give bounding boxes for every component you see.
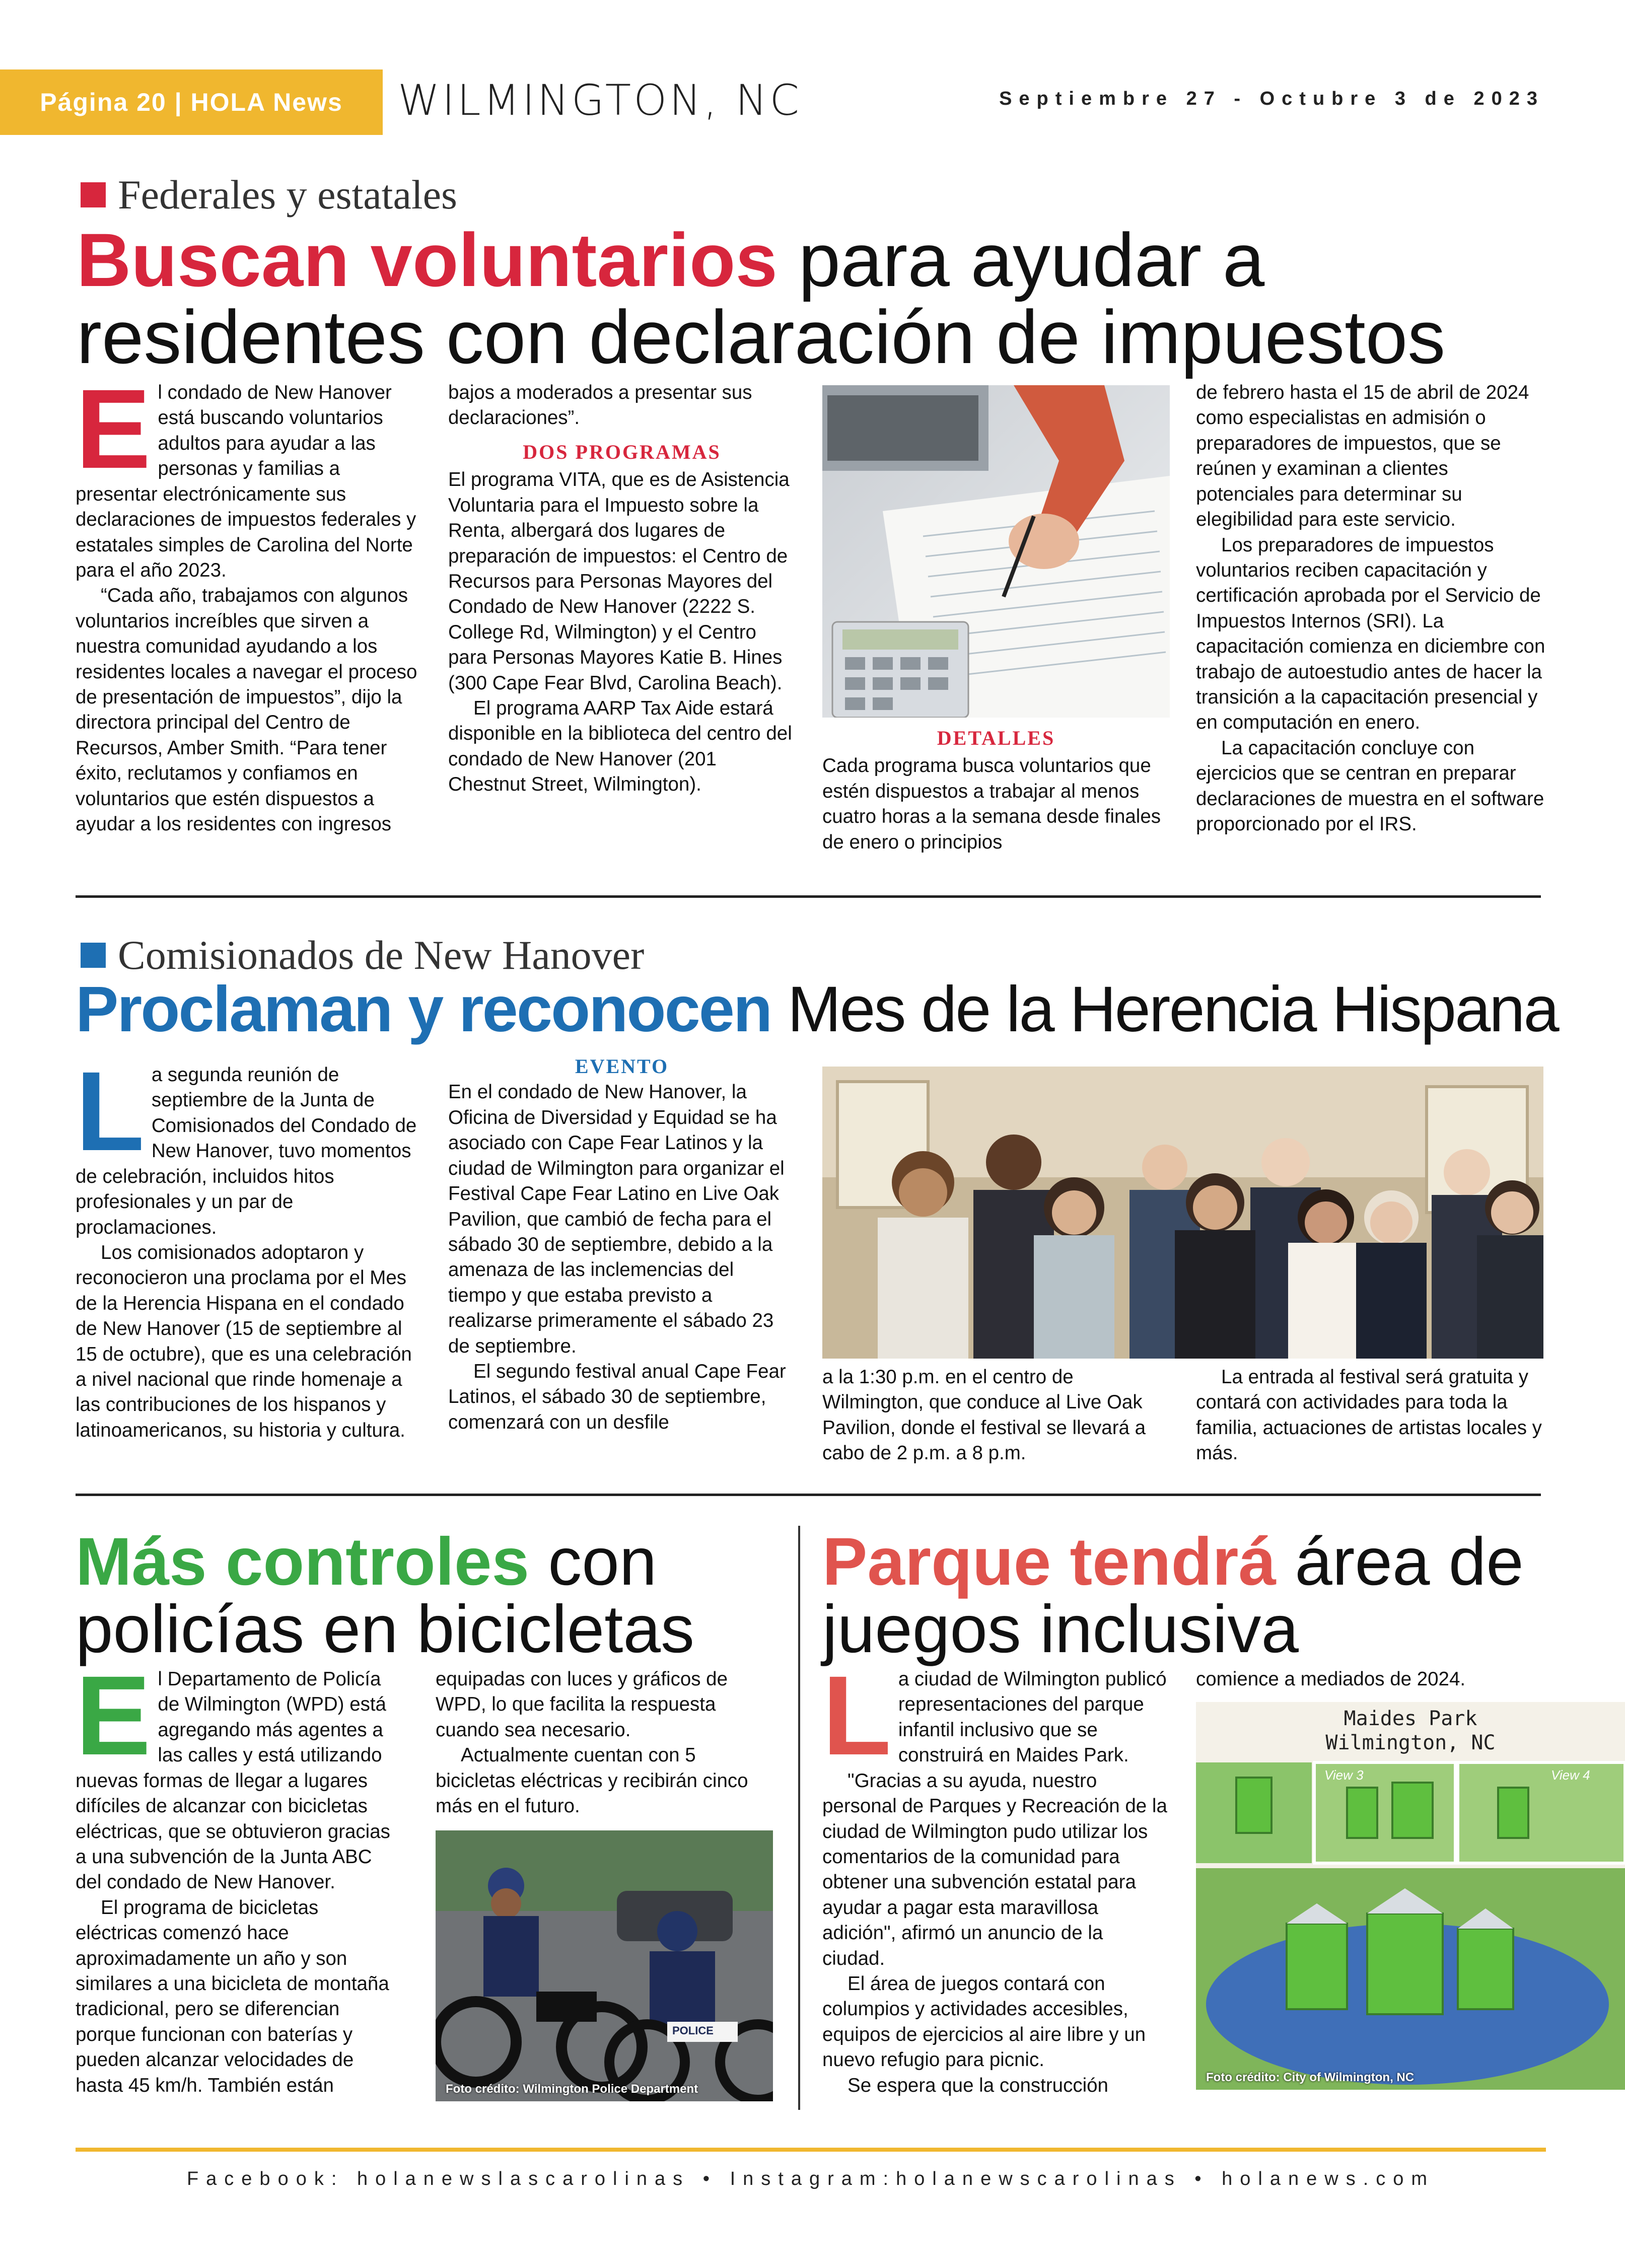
- paragraph: a segunda reunión de septiembre de la Junta de Comisionados del Condado de New Hanover, tuvo momentos de celebración, incluidos hitos profesionales y un par de proclamaciones.: [76, 1064, 417, 1238]
- article4-col2: [1196, 1667, 1548, 1692]
- headline-bold: Buscan voluntarios: [77, 218, 778, 302]
- paragraph: El programa de bicicletas eléctricas comenzó hace aproximadamente un año y son similares a una bicicleta de montaña tradicional, pero se diferencian porque funcionan con baterías y pueden alcanzar velocidades de hasta 45 km/h. También están: [76, 1896, 389, 2096]
- article2-col4: [1196, 1365, 1543, 1466]
- paragraph: comience a mediados de 2024.: [1196, 1668, 1466, 1690]
- blue-square-icon: [81, 943, 106, 968]
- article4-col1: [822, 1653, 1170, 2098]
- kicker-text: Comisionados de New Hanover: [118, 932, 645, 978]
- photo-credit: Foto crédito: Wilmington Police Department: [446, 2082, 698, 2096]
- dropcap: L: [76, 1048, 145, 1174]
- paragraph: a ciudad de Wilmington publicó representaciones del parque infantil inclusivo que se construirá en Maides Park.: [898, 1668, 1167, 1766]
- park-rendering: [1196, 1702, 1625, 2090]
- tax-forms-illustration: [822, 385, 1170, 718]
- paragraph: "Gracias a su ayuda, nuestro personal de Parques y Recreación de la ciudad de Wilmington pudo utilizar los comentarios de la comunidad para obtener una subvención estatal para ayudar a pagar esta maravillosa adición", afirmó un anuncio de la ciudad.: [822, 1769, 1167, 1969]
- article1-kicker: [81, 171, 457, 219]
- headline-bold: Proclaman y reconocen: [76, 973, 771, 1045]
- police-label: POLICE: [672, 2024, 714, 2037]
- kicker-text: Federales y estatales: [118, 172, 457, 218]
- article3-headline: [76, 1524, 791, 1667]
- paragraph: l condado de New Hanover está buscando voluntarios adultos para ayudar a las personas y familias a presentar electrónicamente sus declaraciones de impuestos federales y estatales simples de Carolina del Norte para el año 2023.: [76, 382, 416, 581]
- article3-col2: [436, 1667, 773, 1819]
- paragraph: equipadas con luces y gráficos de WPD, lo que facilita la respuesta cuando sea necesario.: [436, 1668, 728, 1741]
- commissioners-group-photo: [822, 1067, 1543, 1359]
- police-bicycle-photo: [436, 1830, 773, 2101]
- view3-label: View 3: [1324, 1767, 1364, 1783]
- article1-headline: [77, 218, 1562, 379]
- issue-date: Septiembre 27 - Octubre 3 de 2023: [999, 88, 1544, 109]
- article1-col3: [822, 725, 1170, 855]
- dropcap: E: [76, 1653, 151, 1779]
- headline-rest: área de juegos inclusiva: [822, 1524, 1524, 1667]
- police-bicycle-illustration: [436, 1830, 773, 2101]
- headline-rest: para ayudar a residentes con declaración de impuestos: [77, 218, 1446, 379]
- photo-credit: Foto crédito: City of Wilmington, NC: [1206, 2071, 1415, 2084]
- paragraph: Cada programa busca voluntarios que estén dispuestos a trabajar al menos cuatro horas a la semana desde finales de enero o principios: [822, 755, 1161, 853]
- column-divider: [798, 1526, 800, 2110]
- article1-col1: [76, 366, 423, 837]
- paragraph: de febrero hasta el 15 de abril de 2024 como especialistas en admisión o preparadores de impuestos, que se reúnen y examinan a clientes potenciales para determinar su elegibilidad para este servicio.: [1196, 382, 1529, 531]
- subhead-dos-programas: DOS PROGRAMAS: [523, 440, 721, 463]
- paragraph: l Departamento de Policía de Wilmington (WPD) está agregando más agentes a las calles y está utilizando nuevas formas de llegar a lugares difíciles de alcanzar con bicicletas eléctricas, que se obtuvieron gracias a una subvención de la Junta ABC del condado de New Hanover.: [76, 1668, 390, 1893]
- paragraph: El programa VITA, que es de Asistencia Voluntaria para el Impuesto sobre la Renta, albergará dos lugares de preparación de impuestos: el Centro de Recursos para Personas Mayores del Condado de New Hanover (2222 S. College Rd, Wilmington) y el Centro para Personas Mayores Katie B. Hines (300 Cape Fear Blvd, Carolina Beach).: [448, 469, 790, 694]
- paragraph: En el condado de New Hanover, la Oficina de Diversidad y Equidad se ha asociado con Cape Fear Latinos y la ciudad de Wilmington para organizar el Festival Cape Fear Latino en Live Oak Pavilion, que cambió de fecha para el sábado 30 de septiembre, debido a la amenaza de las inclemencias del tiempo y que estaba previsto a realizarse primeramente el sábado 23 de septiembre.: [448, 1081, 785, 1357]
- article2-headline: [76, 973, 1561, 1045]
- paragraph: “Cada año, trabajamos con algunos voluntarios increíbles que sirven a nuestra comunidad ayudando a los residentes locales a navegar el proceso de presentación de impuestos”, dijo la directora principal del Centro de Recursos, Amber Smith. “Para tener éxito, reclutamos y confiamos en voluntarios que estén dispuestos a ayudar a los residentes con ingresos: [76, 585, 417, 835]
- paragraph: bajos a moderados a presentar sus declaraciones”.: [448, 382, 752, 429]
- section-divider: [76, 895, 1541, 898]
- article2-kicker: [81, 932, 644, 979]
- dropcap: E: [76, 366, 151, 492]
- park-rendering-illustration: [1196, 1702, 1625, 2090]
- headline-bold: Parque tendrá: [822, 1524, 1277, 1599]
- render-title: Maides Park: [1344, 1707, 1477, 1730]
- article3-col1: [76, 1653, 403, 2098]
- footer-rule: [76, 2148, 1546, 2152]
- subhead-detalles: DETALLES: [937, 727, 1055, 749]
- render-subtitle: Wilmington, NC: [1325, 1731, 1496, 1754]
- subhead-evento: EVENTO: [575, 1055, 669, 1078]
- article4-headline: [822, 1524, 1558, 1667]
- article2-col3: [822, 1365, 1170, 1466]
- footer-social-links: Facebook: holanewslascarolinas • Instagram:holanewscarolinas • holanews.com: [186, 2168, 1435, 2189]
- paragraph: a la 1:30 p.m. en el centro de Wilmington, que conduce al Live Oak Pavilion, donde el festival se llevará a cabo de 2 p.m. a 8 p.m.: [822, 1366, 1146, 1464]
- red-square-icon: [81, 182, 106, 207]
- paragraph: El segundo festival anual Cape Fear Latinos, el sábado 30 de septiembre, comenzará con un desfile: [448, 1361, 786, 1433]
- paragraph: La entrada al festival será gratuita y contará con actividades para toda la familia, actuaciones de artistas locales y más.: [1196, 1366, 1542, 1464]
- paragraph: Los comisionados adoptaron y reconocieron una proclama por el Mes de la Herencia Hispana en el condado de New Hanover (15 de septiembre al 15 de octubre), que es una celebración a nivel nacional que rinde homenaje a las contribuciones de los hispanos y latinoamericanos, su historia y cultura.: [76, 1241, 412, 1441]
- group-photo-illustration: [822, 1067, 1543, 1359]
- article1-col4: [1196, 380, 1548, 837]
- paragraph: Actualmente cuentan con 5 bicicletas eléctricas y recibirán cinco más en el futuro.: [436, 1744, 748, 1817]
- article2-col2: [448, 1053, 796, 1435]
- page-label: Página 20 | HOLA News: [0, 69, 383, 135]
- headline-rest: con policías en bicicletas: [76, 1524, 694, 1667]
- tax-forms-photo: [822, 385, 1170, 718]
- city-label: WILMINGTON, NC: [398, 76, 802, 125]
- paragraph: Se espera que la construcción: [847, 2074, 1108, 2096]
- view4-label: View 4: [1551, 1767, 1590, 1783]
- headline-rest: Mes de la Herencia Hispana: [771, 973, 1558, 1045]
- paragraph: El área de juegos contará con columpios y actividades accesibles, equipos de ejercicios al aire libre y un nuevo refugio para picnic.: [822, 1973, 1146, 2071]
- paragraph: El programa AARP Tax Aide estará disponible en la biblioteca del centro del condado de New Hanover (201 Chestnut Street, Wilmington).: [448, 697, 792, 796]
- article2-col1: [76, 1048, 423, 1443]
- headline-bold: Más controles: [76, 1524, 530, 1599]
- dropcap: L: [822, 1653, 891, 1779]
- paragraph: Los preparadores de impuestos voluntarios reciben capacitación y certificación aprobada por el Servicio de Impuestos Internos (SRI). La capacitación comienza en diciembre con trabajo de autoestudio antes de hacer la transición a la capacitación presencial y en computación en enero.: [1196, 534, 1545, 734]
- paragraph: La capacitación concluye con ejercicios que se centran en preparar declaraciones de muestra en el software proporcionado por el IRS.: [1196, 737, 1544, 835]
- article1-col2: [448, 380, 796, 798]
- section-divider: [76, 1494, 1541, 1496]
